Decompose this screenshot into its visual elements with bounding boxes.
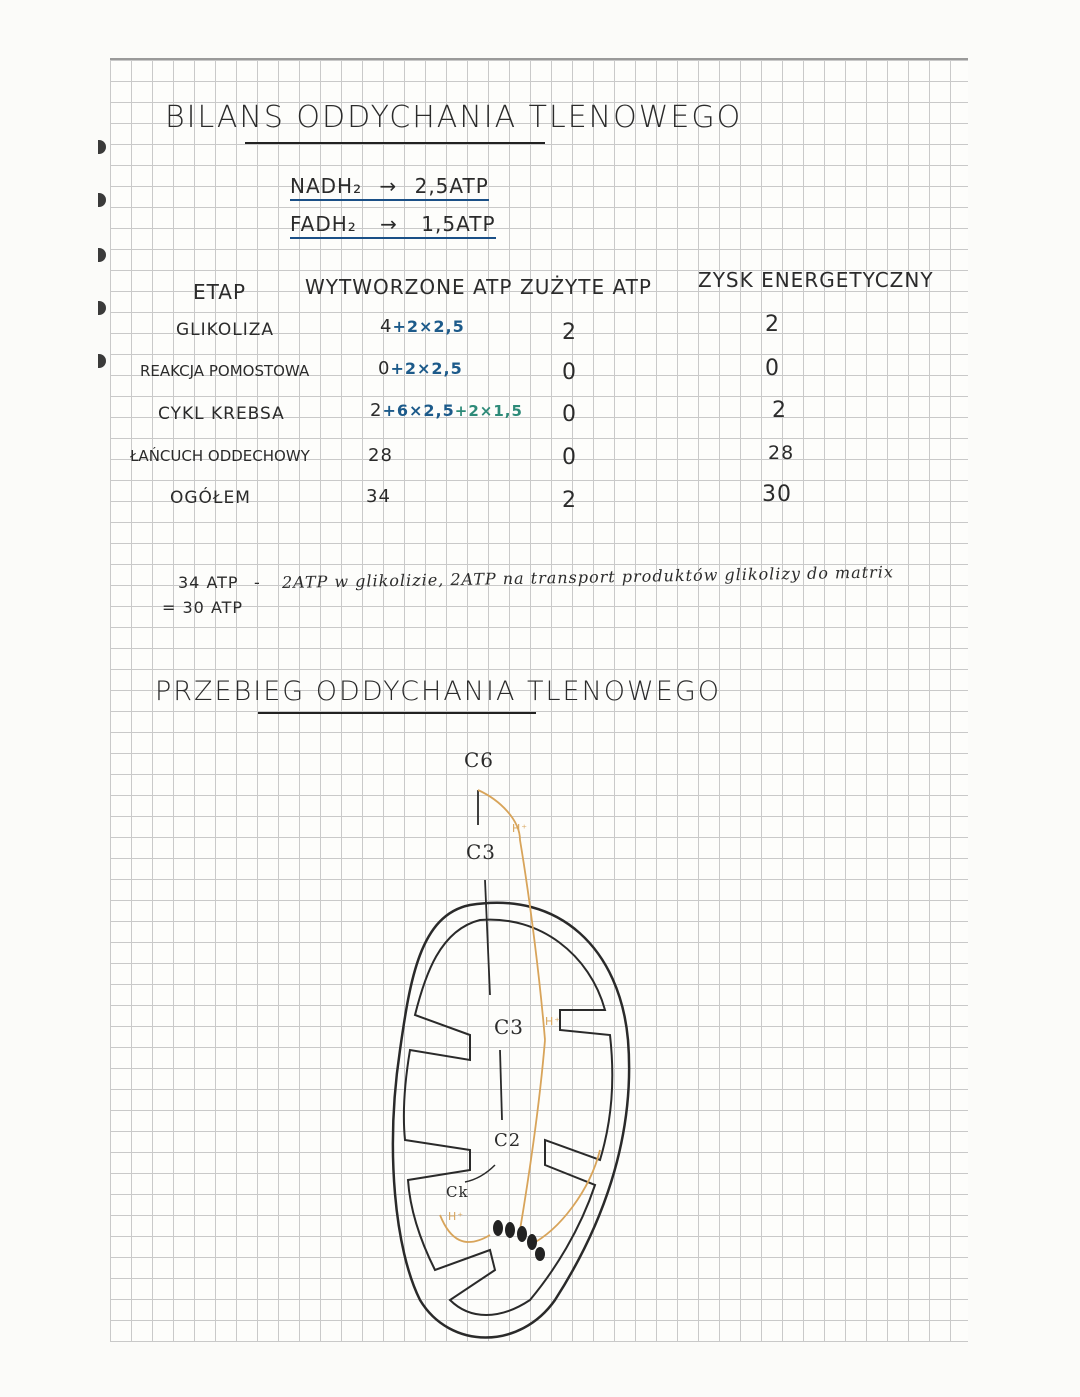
produced-value: 34 xyxy=(366,486,391,507)
note-result: = 30 ATP xyxy=(162,598,244,617)
produced-value: 0+2×2,5 xyxy=(378,358,463,379)
used-value: 0 xyxy=(562,445,577,470)
outer-membrane xyxy=(393,903,629,1338)
label-c3-top: C3 xyxy=(466,840,497,864)
used-value: 2 xyxy=(562,488,577,513)
header-gain: ZYSK ENERGETYCZNY xyxy=(698,268,934,292)
stage-label: ŁAŃCUCH ODDECHOWY xyxy=(130,447,310,465)
produced-value: 2+6×2,5+2×1,5 xyxy=(370,400,523,421)
label-c3-mid: C3 xyxy=(494,1015,525,1039)
equation-fadh: FADH₂ → 1,5ATP xyxy=(290,212,496,239)
label-h-low: H⁺ xyxy=(448,1210,465,1223)
used-value: 2 xyxy=(562,320,577,345)
gain-value: 2 xyxy=(772,398,787,423)
arrow-c3-c2 xyxy=(500,1050,502,1120)
proton-path-mid xyxy=(520,1040,545,1230)
gain-value: 28 xyxy=(768,442,795,464)
page-title: BILANS ODDYCHANIA TLENOWEGO xyxy=(165,100,743,135)
gain-value: 2 xyxy=(765,312,780,337)
stage-label: GLIKOLIZA xyxy=(176,320,275,340)
equation-nadh: NADH₂ → 2,5ATP xyxy=(290,174,489,201)
label-h-mid: H⁺ xyxy=(545,1015,562,1028)
gain-value: 0 xyxy=(765,356,780,381)
note-explanation: 2ATP w glikolizie, 2ATP na transport produktów glikolizy do matrix xyxy=(281,562,895,592)
note-dash: - xyxy=(254,573,261,592)
stage-label: REAKCJA POMOSTOWA xyxy=(140,362,310,380)
used-value: 0 xyxy=(562,360,577,385)
note-total: 34 ATP xyxy=(178,573,239,592)
label-ck: Ck xyxy=(446,1183,469,1201)
stage-label: OGÓŁEM xyxy=(170,488,251,508)
header-used: ZUŻYTE ATP xyxy=(520,275,652,299)
arrow-c3-into-matrix xyxy=(485,880,490,995)
stage-label: CYKL KREBSA xyxy=(158,404,285,424)
label-c2: C2 xyxy=(494,1130,522,1151)
used-value: 0 xyxy=(562,402,577,427)
label-h-top: H⁺ xyxy=(512,822,529,835)
produced-value: 28 xyxy=(368,445,393,466)
header-produced: WYTWORZONE ATP xyxy=(305,275,513,299)
label-c6: C6 xyxy=(464,748,495,772)
gain-value: 30 xyxy=(762,482,792,507)
header-etap: ETAP xyxy=(193,280,247,304)
section-title: PRZEBIEG ODDYCHANIA TLENOWEGO xyxy=(155,676,721,707)
produced-value: 4+2×2,5 xyxy=(380,316,465,337)
